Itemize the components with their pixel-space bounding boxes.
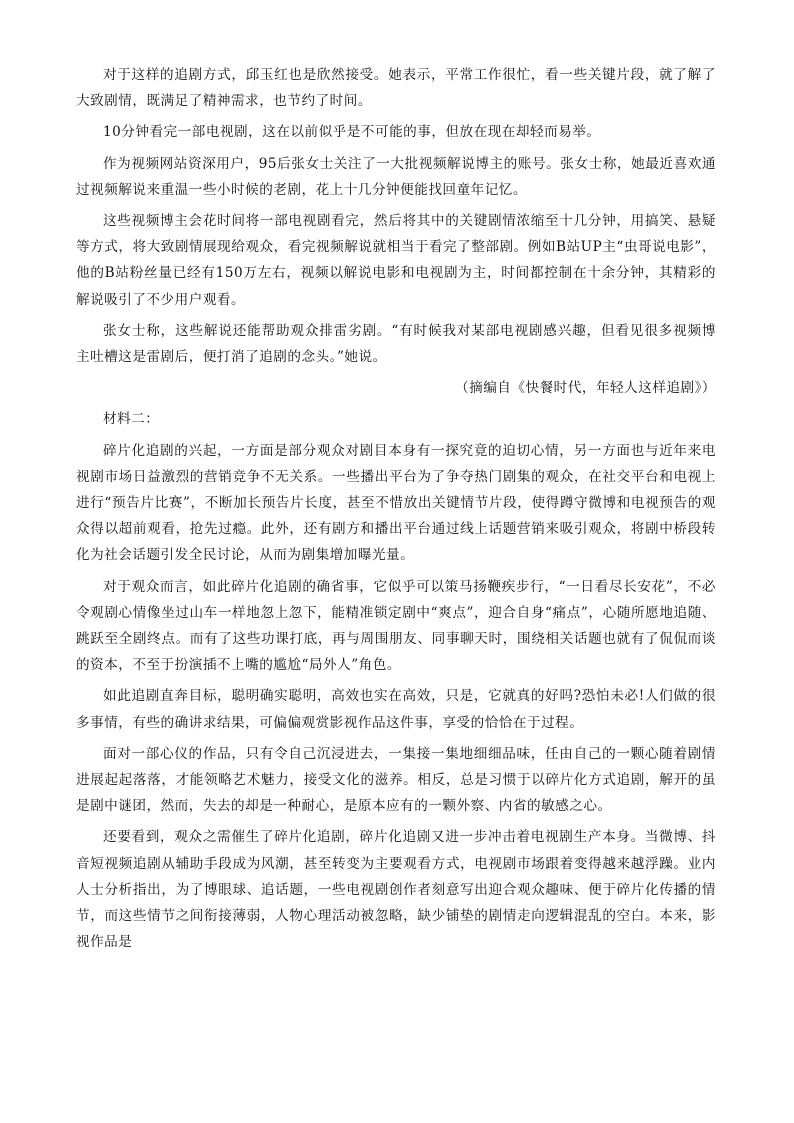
material-two-heading: 材料二： <box>103 411 160 428</box>
paragraph-5: 张女士称，这些解说还能帮助观众排雷劣剧。“有时候我对某部电视剧感兴趣，但看见很多视频博主吐槽这是雷剧后，便打消了追剧的念头。”她说。 <box>76 322 716 366</box>
paragraph-4: 这些视频博主会花时间将一部电视剧看完，然后将其中的关键剧情浓缩至十几分钟，用搞笑、悬疑等方式，将大致剧情展现给观众，看完视频解说就相当于看完了整部剧。例如B站UP主“虫哥说电影”，他的B站粉丝量已经有150万左右，视频以解说电影和电视剧为主，时间都控制在十余分钟，其精彩的解说吸引了不少用户观看。 <box>76 213 716 308</box>
paragraph-8: 如此追剧直奔目标，聪明确实聪明，高效也实在高效，只是，它就真的好吗?恐怕未必!人们做的很多事情，有些的确讲求结果，可偏偏观赏影视作品这件事，享受的恰恰在于过程。 <box>76 688 716 731</box>
paragraph-3: 作为视频网站资深用户，95后张女士关注了一大批视频解说博主的账号。张女士称，她最近喜欢通过视频解说来重温一些小时候的老剧，花上十几分钟便能找回童年记忆。 <box>76 155 716 198</box>
paragraph-9: 面对一部心仪的作品，只有令自己沉浸进去，一集接一集地细细品味，任由自己的一颗心随着剧情进展起起落落，才能领略艺术魅力，接受文化的滋养。相反，总是习惯于以碎片化方式追剧，解开的虽是剧中谜团，然而，失去的却是一种耐心，是原本应有的一颗外察、内省的敏感之心。 <box>76 745 716 815</box>
paragraph-6: 碎片化追剧的兴起，一方面是部分观众对剧目本身有一探究竟的迫切心情，另一方面也与近年来电视剧市场日益激烈的营销竞争不无关系。一些播出平台为了争夺热门剧集的观众，在社交平台和电视上进行“预告片比赛”，不断加长预告片长度，甚至不惜放出关键情节片段，使得蹲守微博和电视预告的观众得以超前观看，抢先过瘾。此外，还有剧方和播出平台通过线上话题营销来吸引观众，将剧中桥段转化为社会话题引发全民讨论，从而为剧集增加曝光量。 <box>76 442 716 564</box>
source-citation: （摘编自《快餐时代，年轻人这样追剧》） <box>455 380 716 397</box>
paragraph-1: 对于这样的追剧方式，邱玉红也是欣然接受。她表示，平常工作很忙，看一些关键片段，就了解了大致剧情，既满足了精神需求，也节约了时间。 <box>76 67 716 110</box>
document-body <box>76 62 716 961</box>
paragraph-7: 对于观众而言，如此碎片化追剧的确省事，它似乎可以策马扬鞭疾步行，“一日看尽长安花”，不必令观剧心情像坐过山车一样地忽上忽下，能精准锁定剧中“爽点”，迎合自身“痛点”，心随所愿地追随、跳跃至全剧终点。而有了这些功课打底，再与周围朋友、同事聊天时，围绕相关话题也就有了侃侃而谈的资本，不至于扮演插不上嘴的尴尬“局外人”角色。 <box>76 578 716 674</box>
paragraph-2: 10分钟看完一部电视剧，这在以前似乎是不可能的事，但放在现在却轻而易举。 <box>103 124 601 141</box>
paragraph-10: 还要看到，观众之需催生了碎片化追剧，碎片化追剧又进一步冲击着电视剧生产本身。当微博、抖音短视频追剧从辅助手段成为风潮，甚至转变为主要观看方式，电视剧市场跟着变得越来越浮躁。业内人士分析指出，为了博眼球、追话题，一些电视剧创作者刻意写出迎合观众趣味、便于碎片化传播的情节，而这些情节之间衔接薄弱，人物心理活动被忽略，缺少铺垫的剧情走向逻辑混乱的空白。本来，影视作品是 <box>76 829 716 951</box>
